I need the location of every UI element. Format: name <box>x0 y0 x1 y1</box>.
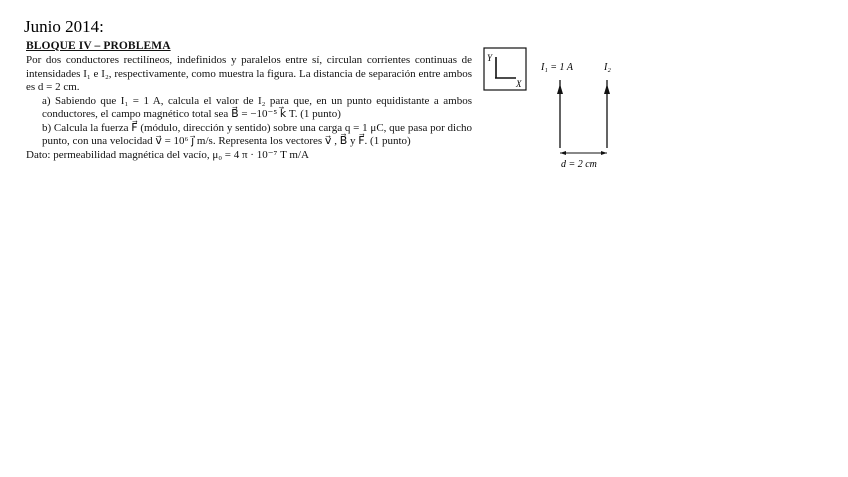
exam-heading: Junio 2014: <box>24 17 104 36</box>
distance-label: d = 2 cm <box>561 159 597 170</box>
question-a: a) Sabiendo que I₁ = 1 A, calcula el valor de I₂ para que, en un punto equidistante a ambos conductores, el campo magnético total sea B⃗ = −10⁻⁵ k⃗ T. (1 punto) <box>42 94 472 120</box>
problem-statement <box>26 54 472 162</box>
problem-intro: Por dos conductores rectilíneos, indefinidos y paralelos entre sí, circulan corrientes continuas de intensidades I₁ e I₂, respectivamente, como muestra la figura. La distancia de separación entre ambos es d = 2 cm. <box>26 54 472 93</box>
conductors-figure <box>480 44 620 174</box>
current-2-arrow <box>604 84 610 94</box>
axis-y-label: Y <box>487 53 493 63</box>
section-title: BLOQUE IV – PROBLEMA <box>26 40 171 52</box>
current-1-label: I₁ = 1 A <box>541 62 573 73</box>
question-b: b) Calcula la fuerza F⃗ (módulo, dirección y sentido) sobre una carga q = 1 μC, que pasa por dicho punto, con una velocidad v⃗ = 10⁶ j⃗ m/s. Representa los vectores v⃗ , B⃗ y F⃗. (1 punto) <box>42 121 472 147</box>
distance-arrow-right <box>601 151 607 155</box>
distance-arrow-left <box>560 151 566 155</box>
axis-x-label: X <box>516 79 522 89</box>
current-2-label: I₂ <box>604 62 611 73</box>
data-note: Dato: permeabilidad magnética del vacío, μ₀ = 4 π · 10⁻⁷ T m/A <box>26 148 309 161</box>
conductors-diagram <box>480 44 620 174</box>
current-1-arrow <box>557 84 563 94</box>
